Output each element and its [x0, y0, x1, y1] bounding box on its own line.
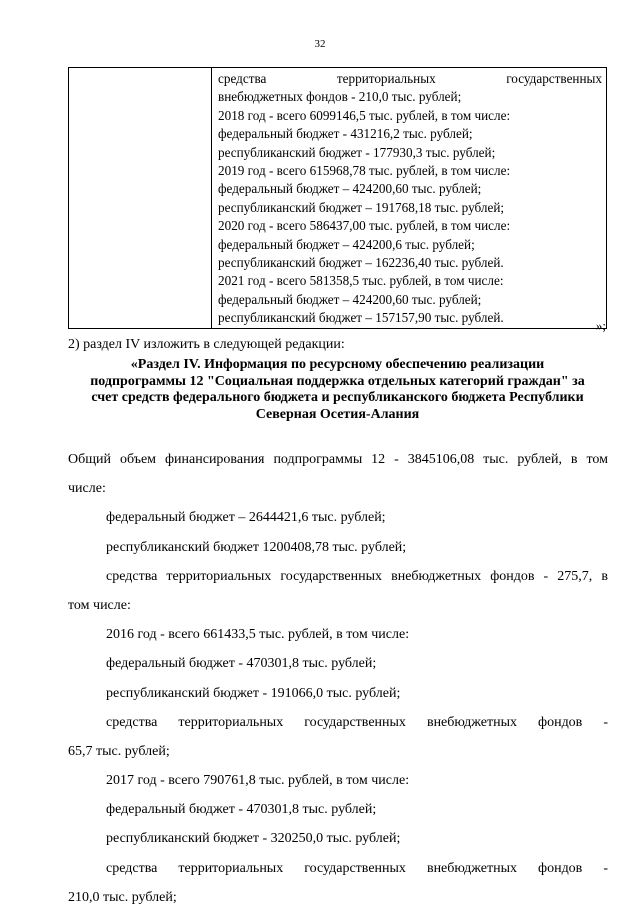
- body-word: фондов: [490, 568, 535, 584]
- body-word: Общий: [68, 452, 111, 467]
- heading-line: «Раздел IV. Информация по ресурсному обеспечению реализации: [130, 357, 545, 372]
- heading-line: Северная Осетия-Алания: [255, 406, 420, 422]
- page-number: 32: [314, 38, 326, 50]
- table-word: государственных: [506, 71, 602, 86]
- body-line: 65,7 тыс. рублей;: [68, 743, 170, 759]
- body-word: государственных: [280, 568, 383, 584]
- table-line: республиканский бюджет – 162236,40 тыс. рублей.: [218, 255, 504, 271]
- table-line: республиканский бюджет - 177930,3 тыс. рублей;: [218, 144, 496, 160]
- table-line: республиканский бюджет – 191768,18 тыс. рублей;: [218, 199, 505, 215]
- body-word: фондов: [538, 860, 583, 876]
- table-line: республиканский бюджет – 157157,90 тыс. рублей.: [218, 310, 504, 326]
- intro-paragraph: 2) раздел IV изложить в следующей редакции:: [68, 337, 345, 352]
- table-line: федеральный бюджет - 431216,2 тыс. рублей;: [218, 126, 473, 142]
- table-line: федеральный бюджет – 424200,6 тыс. рублей;: [218, 236, 475, 252]
- body-line: числе:: [68, 481, 106, 497]
- body-line: республиканский бюджет - 320250,0 тыс. рублей;: [106, 831, 401, 847]
- body-word: 3845106,08: [407, 452, 475, 467]
- table-word: средства: [218, 71, 267, 86]
- heading-line: счет средств федерального бюджета и республиканского бюджета Республики: [91, 390, 584, 405]
- body-word: тыс.: [483, 452, 509, 467]
- table-line: 2021 год - всего 581358,5 тыс. рублей, в том числе:: [218, 273, 504, 289]
- table-line: 2019 год - всего 615968,78 тыс. рублей, в том числе:: [218, 163, 511, 179]
- body-word: средства: [106, 714, 158, 730]
- body-word: рублей,: [517, 452, 562, 467]
- body-word: средства: [106, 568, 158, 584]
- body-line: 2017 год - всего 790761,8 тыс. рублей, в том числе:: [106, 773, 410, 789]
- table-cell-empty: [69, 68, 212, 329]
- body-line: 210,0 тыс. рублей;: [68, 889, 177, 905]
- body-word: средства: [106, 860, 158, 876]
- body-word: -: [394, 452, 399, 467]
- body-line: 2016 год - всего 661433,5 тыс. рублей, в том числе:: [106, 627, 410, 643]
- document-body: [68, 450, 608, 917]
- body-word: внебюджетных: [426, 714, 517, 730]
- body-word: государственных: [304, 860, 406, 876]
- body-word: территориальных: [178, 714, 284, 730]
- body-word: -: [603, 714, 608, 730]
- body-word: территориальных: [178, 860, 284, 876]
- table-line: [218, 70, 602, 88]
- closing-quote: »;: [595, 318, 606, 333]
- body-word: в: [601, 568, 608, 584]
- body-word: внебюджетных: [426, 860, 517, 876]
- heading-line: подпрограммы 12 "Социальная поддержка отдельных категорий граждан" за: [90, 373, 585, 389]
- body-line: [68, 567, 608, 596]
- table-line: 2018 год - всего 6099146,5 тыс. рублей, в том числе:: [218, 107, 511, 123]
- body-word: том: [586, 452, 608, 467]
- body-line: республиканский бюджет - 191066,0 тыс. рублей;: [106, 685, 401, 701]
- body-word: в: [570, 452, 578, 467]
- body-word: территориальных: [166, 568, 272, 584]
- body-word: 275,7,: [557, 568, 593, 584]
- funding-table: [68, 67, 607, 329]
- table-line: федеральный бюджет – 424200,60 тыс. рублей;: [218, 291, 482, 307]
- body-line: федеральный бюджет – 2644421,6 тыс. рублей;: [106, 510, 386, 526]
- body-word: подпрограммы: [273, 452, 363, 467]
- body-word: государственных: [304, 714, 406, 730]
- table-cell-funding: [212, 68, 607, 329]
- body-word: объем: [119, 452, 157, 467]
- body-word: 12: [371, 452, 386, 467]
- section-heading: [68, 357, 607, 423]
- body-line: республиканский бюджет 1200408,78 тыс. рублей;: [106, 539, 407, 555]
- table-word: территориальных: [336, 71, 436, 86]
- body-word: -: [603, 860, 608, 876]
- body-line: федеральный бюджет - 470301,8 тыс. рублей;: [106, 656, 377, 672]
- table-line: внебюджетных фондов - 210,0 тыс. рублей;: [218, 89, 462, 105]
- body-word: фондов: [538, 714, 583, 730]
- table-line: федеральный бюджет – 424200,60 тыс. рублей;: [218, 181, 482, 197]
- body-word: финансирования: [164, 452, 265, 467]
- body-word: внебюджетных: [391, 568, 482, 584]
- body-word: -: [543, 568, 549, 584]
- body-line: федеральный бюджет - 470301,8 тыс. рублей;: [106, 802, 377, 818]
- body-line: том числе:: [68, 597, 131, 613]
- table-row: [69, 68, 607, 329]
- table-line: 2020 год - всего 586437,00 тыс. рублей, в том числе:: [218, 218, 511, 234]
- body-line: [68, 713, 608, 742]
- body-line: [68, 859, 608, 888]
- body-line: [68, 450, 608, 479]
